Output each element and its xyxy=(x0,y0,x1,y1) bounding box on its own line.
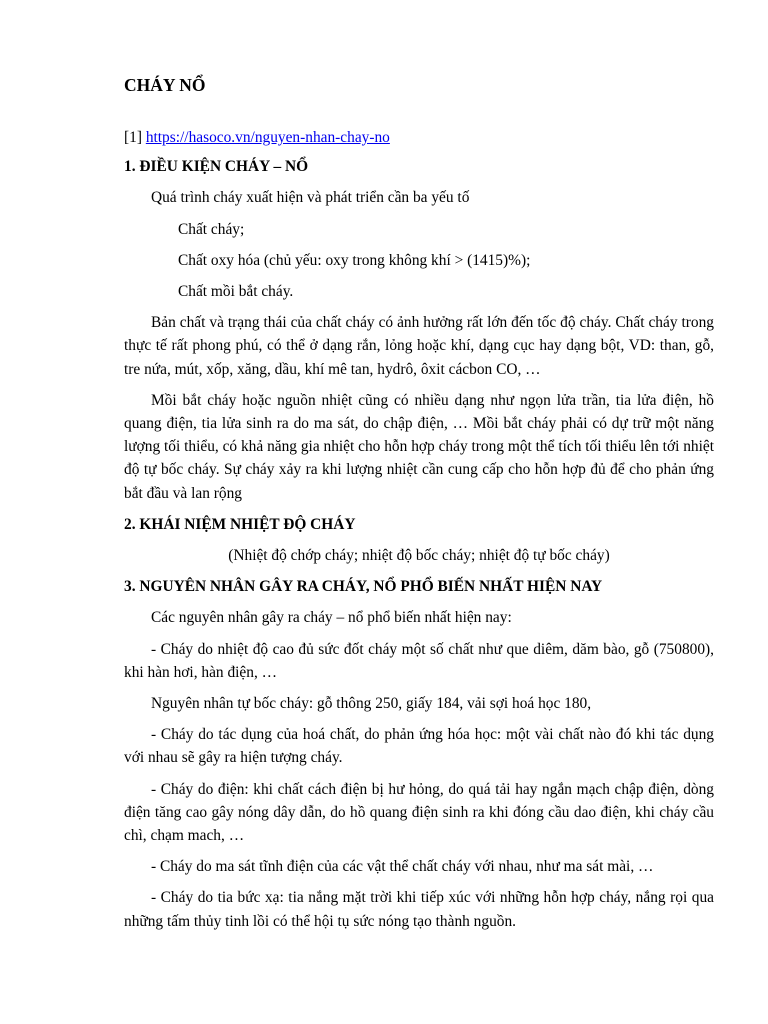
section-3-intro: Các nguyên nhân gây ra cháy – nổ phổ biến nhất hiện nay: xyxy=(151,609,512,627)
reference-link[interactable]: https://hasoco.vn/nguyen-nhan-chay-no xyxy=(145,129,390,146)
document-title: CHÁY NỔ xyxy=(124,75,206,95)
factor-item: Chất mồi bắt cháy. xyxy=(178,283,294,301)
factor-item: Chất oxy hóa (chủ yếu: oxy trong không khí > (1415)%); xyxy=(178,251,531,269)
cause-item: - Cháy do tác dụng của hoá chất, do phản ứng hóa học: một vài chất nào đó khi tác dụng với nhau sẽ gây ra hiện tượng cháy. xyxy=(124,726,714,767)
section-2-subtitle: (Nhiệt độ chớp cháy; nhiệt độ bốc cháy; nhiệt độ tự bốc cháy) xyxy=(228,547,610,565)
cause-item: - Cháy do tia bức xạ: tia nắng mặt trời khi tiếp xúc với những hỗn hợp cháy, nắng rọi qua những tấm thủy tinh lồi có thể hội tụ sức nóng tạo thành nguồn. xyxy=(124,889,714,930)
cause-item: Nguyên nhân tự bốc cháy: gỗ thông 250, giấy 184, vải sợi hoá học 180, xyxy=(151,695,592,713)
cause-item: - Cháy do điện: khi chất cách điện bị hư hỏng, do quá tải hay ngắn mạch chập điện, dòng điện tăng cao gây nóng dây dẫn, do hồ quang điện sinh ra khi đóng cầu dao điện, khi cháy cầu chì, chạm mach, … xyxy=(124,780,714,845)
paragraph-burning-material: Bản chất và trạng thái của chất cháy có ảnh hưởng rất lớn đến tốc độ cháy. Chất cháy trong thực tế rất phong phú, có thể ở dạng rắn, lỏng hoặc khí, dạng cục hay dạng bột, VD: than, gỗ, tre nứa, mút, xốp, xăng, dầu, khí mê tan, hydrô, ôxit cácbon CO, … xyxy=(124,314,714,378)
document-page xyxy=(124,72,714,941)
cause-item: - Cháy do ma sát tĩnh điện của các vật thể chất cháy với nhau, như ma sát mài, … xyxy=(151,858,654,876)
reference-line xyxy=(124,126,714,149)
reference-number: [1] xyxy=(124,129,142,146)
cause-item: - Cháy do nhiệt độ cao đủ sức đốt cháy một số chất như que diêm, dăm bào, gỗ (750800), khi hàn hơi, hàn điện, … xyxy=(124,640,714,681)
paragraph-ignition-source: Mồi bắt cháy hoặc nguồn nhiệt cũng có nhiều dạng như ngọn lửa trần, tia lửa điện, hồ quang điện, tia lửa sinh ra do ma sát, do chập điện, … Mồi bắt cháy phải có dự trữ một năng lượng tối thiểu, có khả năng gia nhiệt cho hỗn hợp cháy trong một thể tích tối thiểu lên tới nhiệt độ tự bốc cháy. Sự cháy xảy ra khi lượng nhiệt cần cung cấp cho hỗn hợp đủ để cho phản ứng bắt đầu và lan rộng xyxy=(124,391,714,502)
section-2-heading: 2. KHÁI NIỆM NHIỆT ĐỘ CHÁY xyxy=(124,515,356,533)
section-1-intro: Quá trình cháy xuất hiện và phát triển cần ba yếu tố xyxy=(151,189,470,207)
factor-item: Chất cháy; xyxy=(178,220,245,238)
section-1-heading: 1. ĐIỀU KIỆN CHÁY – NỔ xyxy=(124,158,309,176)
section-3-heading: 3. NGUYÊN NHÂN GÂY RA CHÁY, NỔ PHỔ BIẾN NHẤT HIỆN NAY xyxy=(124,578,603,596)
